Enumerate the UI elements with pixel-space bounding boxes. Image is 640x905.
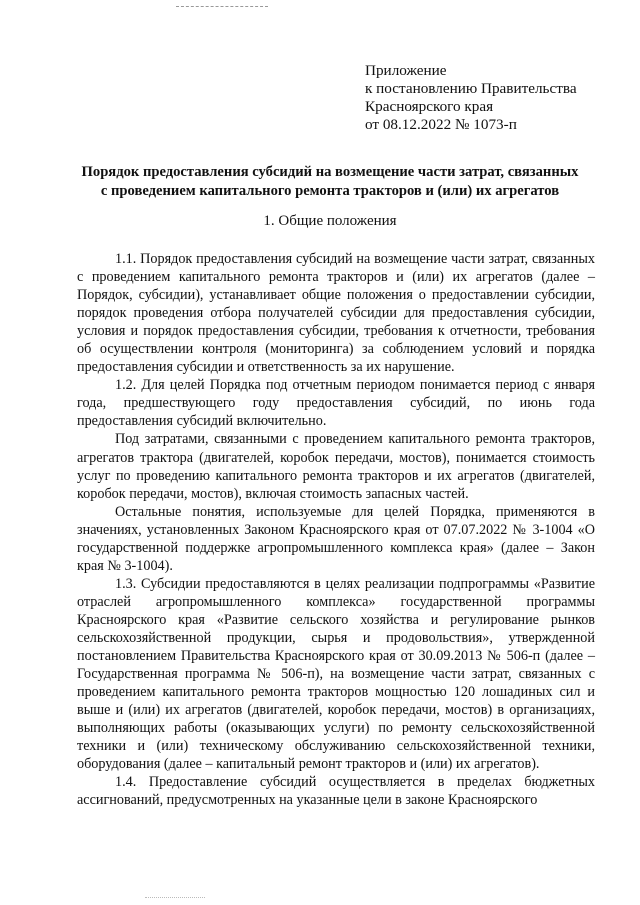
document-body bbox=[77, 250, 595, 809]
document-title bbox=[60, 163, 600, 201]
appendix-block bbox=[365, 62, 635, 134]
title-line: с проведением капитального ремонта тракторов и (или) их агрегатов bbox=[100, 183, 560, 199]
appendix-line: к постановлению Правительства bbox=[365, 80, 577, 97]
title-line: Порядок предоставления субсидий на возмещение части затрат, связанных bbox=[81, 164, 579, 180]
paragraph: Остальные понятия, используемые для целей Порядка, применяются в значениях, установленных Законом Красноярского края от 07.07.2022 № 3-1004 «О государственной поддержке агропромышленного комплекса края» (далее – Закон края № 3-1004). bbox=[77, 503, 595, 574]
paragraph: 1.3. Субсидии предоставляются в целях реализации подпрограммы «Развитие отраслей агропромышленного комплекса» государственной программы Красноярского края «Развитие сельского хозяйства и регулирование рынков сельскохозяйственной продукции, сырья и продовольствия», утвержденной постановлением Правительства Красноярского края от 30.09.2013 № 506-п (далее – Государственная программа № 506-п), на возмещение части затрат, связанных с проведением капитального ремонта тракторов мощностью 120 лошадиных сил и выше и (или) их агрегатов (двигателей, коробок передачи, мостов) в организациях, выполняющих работы (оказывающих услуги) по ремонту сельскохозяйственной техники и (или) техническому обслуживанию сельскохозяйственной техники, оборудования (далее – капитальный ремонт тракторов и (или) их агрегатов). bbox=[77, 575, 595, 773]
paragraph: 1.4. Предоставление субсидий осуществляется в пределах бюджетных ассигнований, предусмотренных на указанные цели в законе Красноярского bbox=[77, 774, 595, 809]
paragraph: 1.1. Порядок предоставления субсидий на возмещение части затрат, связанных с проведением капитального ремонта тракторов и (или) их агрегатов (далее – Порядок, субсидии), устанавливает общие положения о предоставлении субсидии, порядок проведения отбора получателей субсидии для предоставления субсидии, условия и порядок предоставления субсидии, требования к отчетности, требования об осуществлении контроля (мониторинга) за соблюдением условий и порядка предоставления субсидии и ответственность за их нарушение. bbox=[77, 251, 595, 376]
section-heading: 1. Общие положения bbox=[263, 213, 397, 229]
scan-artifact bbox=[145, 897, 205, 899]
paragraph: Под затратами, связанными с проведением капитального ремонта тракторов, агрегатов трактора (двигателей, коробок передачи, мостов), понимается стоимость услуг по проведению капитального ремонта тракторов и их агрегатов (двигателей, коробок передачи, мостов), включая стоимость запасных частей. bbox=[77, 431, 595, 502]
paragraph: 1.2. Для целей Порядка под отчетным периодом понимается период с января года, предшествующего году предоставления субсидий, по июнь года предоставления субсидий включительно. bbox=[77, 377, 595, 430]
appendix-line: от 08.12.2022 № 1073-п bbox=[365, 116, 517, 133]
scan-artifact bbox=[176, 6, 268, 8]
appendix-line: Красноярского края bbox=[365, 98, 494, 115]
appendix-line: Приложение bbox=[365, 62, 447, 79]
